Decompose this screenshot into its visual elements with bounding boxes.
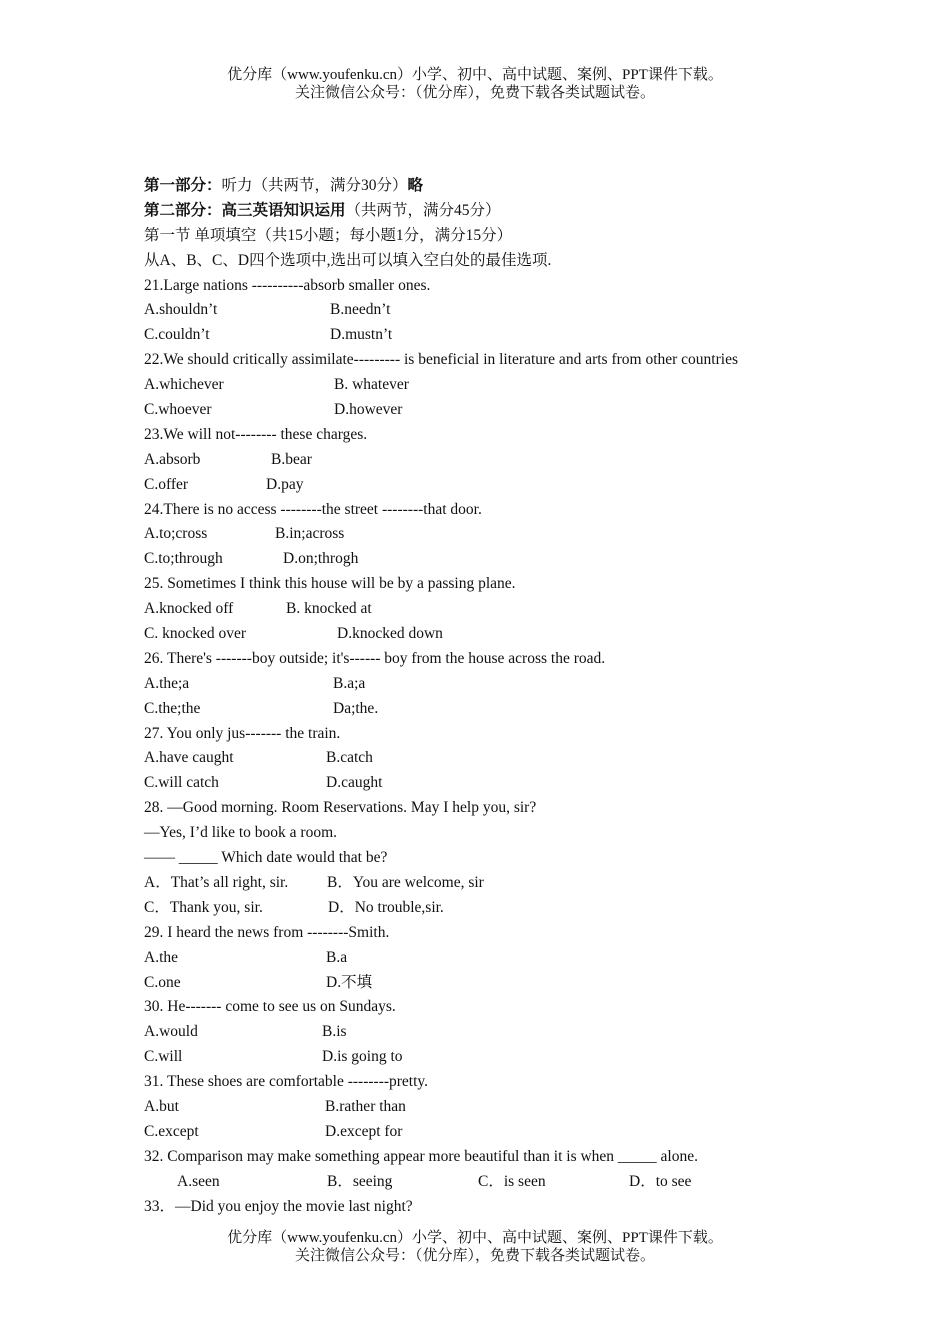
dialogue-line: —Yes, I’d like to book a room. bbox=[144, 824, 338, 842]
instruction: 从A、B、C、D四个选项中,选出可以填入空白处的最佳选项. bbox=[144, 251, 552, 269]
question-stem: 30. He------- come to see us on Sundays. bbox=[144, 998, 396, 1016]
option-row bbox=[144, 622, 844, 647]
question-stem: 22.We should critically assimilate--------- is beneficial in literature and arts from other countries bbox=[144, 351, 738, 369]
option-a: A．That’s all right, sir. bbox=[144, 873, 289, 891]
option-row bbox=[144, 1020, 844, 1045]
option-row bbox=[144, 871, 844, 896]
question-stem: 29. I heard the news from --------Smith. bbox=[144, 923, 390, 941]
part2-heading: 第二部分：高三英语知识运用（共两节，满分45分） bbox=[144, 201, 501, 219]
option-b: B. whatever bbox=[334, 376, 409, 394]
option-b: B．seeing bbox=[327, 1172, 393, 1190]
page-header bbox=[0, 66, 950, 102]
question-stem: 32. Comparison may make something appear more beautiful than it is when _____ alone. bbox=[144, 1147, 698, 1165]
option-c: C.offer bbox=[144, 475, 189, 493]
option-b: B.is bbox=[322, 1023, 347, 1041]
option-c: C.to;through bbox=[144, 550, 223, 568]
option-a: A.shouldn’t bbox=[144, 301, 218, 319]
option-row bbox=[144, 522, 844, 547]
option-d: D.不填 bbox=[326, 973, 373, 991]
option-row bbox=[144, 398, 844, 423]
footer-line-2: 关注微信公众号：（优分库），免费下载各类试题试卷。 bbox=[294, 1248, 655, 1264]
option-b: B.bear bbox=[271, 450, 312, 468]
header-line-1: 优分库（www.youfenku.cn）小学、初中、高中试题、案例、PPT课件下载。 bbox=[227, 67, 723, 83]
option-c: C.except bbox=[144, 1122, 199, 1140]
option-c: C．Thank you, sir. bbox=[144, 898, 263, 916]
option-row bbox=[144, 1120, 844, 1145]
question-stem: 33．—Did you enjoy the movie last night? bbox=[144, 1197, 413, 1215]
option-b: B.catch bbox=[326, 749, 373, 767]
option-row bbox=[144, 547, 844, 572]
question-stem: 31. These shoes are comfortable --------pretty. bbox=[144, 1073, 429, 1091]
option-c: C.the;the bbox=[144, 699, 201, 717]
option-b: B. knocked at bbox=[286, 600, 372, 618]
option-c: C．is seen bbox=[478, 1172, 546, 1190]
option-b: B.needn’t bbox=[330, 301, 391, 319]
option-row bbox=[144, 448, 844, 473]
question-stem: 21.Large nations ----------absorb smaller ones. bbox=[144, 276, 431, 294]
option-d: D.mustn’t bbox=[330, 326, 393, 344]
option-d: D．to see bbox=[629, 1172, 692, 1190]
header-line-2: 关注微信公众号：（优分库），免费下载各类试题试卷。 bbox=[294, 85, 655, 101]
option-c: C.will catch bbox=[144, 774, 219, 792]
option-b: B.rather than bbox=[325, 1097, 406, 1115]
option-row bbox=[144, 746, 844, 771]
option-d: D．No trouble,sir. bbox=[328, 898, 444, 916]
option-a: A.knocked off bbox=[144, 600, 234, 618]
option-b: B.in;across bbox=[275, 525, 345, 543]
option-a: A.whichever bbox=[144, 376, 224, 394]
option-row bbox=[144, 597, 844, 622]
option-row bbox=[144, 672, 844, 697]
option-a: A.absorb bbox=[144, 450, 201, 468]
option-d: D.however bbox=[334, 401, 403, 419]
option-a: A.would bbox=[144, 1023, 198, 1041]
question-stem: 23.We will not-------- these charges. bbox=[144, 425, 368, 443]
option-row bbox=[144, 896, 844, 921]
question-stem: 26. There's -------boy outside; it's------ boy from the house across the road. bbox=[144, 649, 606, 667]
option-row bbox=[144, 298, 844, 323]
option-row bbox=[144, 1045, 844, 1070]
page-footer bbox=[0, 1229, 950, 1265]
option-row bbox=[144, 697, 844, 722]
option-d: D.caught bbox=[326, 774, 383, 792]
section1-heading: 第一节 单项填空（共15小题；每小题1分，满分15分） bbox=[144, 226, 513, 244]
option-a: A.have caught bbox=[144, 749, 234, 767]
option-b: B．You are welcome, sir bbox=[327, 873, 484, 891]
option-row bbox=[144, 771, 844, 796]
option-row bbox=[144, 946, 844, 971]
footer-line-1: 优分库（www.youfenku.cn）小学、初中、高中试题、案例、PPT课件下载。 bbox=[227, 1230, 723, 1246]
option-row bbox=[144, 1095, 844, 1120]
option-a: A.seen bbox=[177, 1172, 220, 1190]
option-row bbox=[144, 1170, 844, 1195]
option-row bbox=[144, 473, 844, 498]
question-stem: 28. —Good morning. Room Reservations. May I help you, sir? bbox=[144, 799, 537, 817]
option-row bbox=[144, 323, 844, 348]
option-c: C. knocked over bbox=[144, 625, 247, 643]
option-d: D.is going to bbox=[322, 1048, 403, 1066]
dialogue-line: —— _____ Which date would that be? bbox=[144, 849, 388, 867]
option-c: C.one bbox=[144, 973, 181, 991]
option-b: B.a bbox=[326, 948, 348, 966]
option-a: A.the;a bbox=[144, 674, 190, 692]
option-d: D.except for bbox=[325, 1122, 403, 1140]
option-a: A.the bbox=[144, 948, 179, 966]
option-d: D.knocked down bbox=[337, 625, 443, 643]
option-c: C.couldn’t bbox=[144, 326, 210, 344]
option-row bbox=[144, 373, 844, 398]
part1-heading: 第一部分：听力（共两节，满分30分）略 bbox=[144, 177, 424, 194]
option-d: D.on;throgh bbox=[283, 550, 359, 568]
exam-content bbox=[144, 174, 844, 1219]
option-d: Da;the. bbox=[333, 699, 379, 717]
option-c: C.whoever bbox=[144, 401, 212, 419]
option-row bbox=[144, 971, 844, 996]
option-a: A.to;cross bbox=[144, 525, 208, 543]
question-stem: 25. Sometimes I think this house will be by a passing plane. bbox=[144, 575, 516, 593]
option-a: A.but bbox=[144, 1097, 179, 1115]
question-stem: 27. You only jus------- the train. bbox=[144, 724, 341, 742]
question-stem: 24.There is no access --------the street --------that door. bbox=[144, 500, 482, 518]
option-c: C.will bbox=[144, 1048, 183, 1066]
option-d: D.pay bbox=[266, 475, 304, 493]
option-b: B.a;a bbox=[333, 674, 366, 692]
